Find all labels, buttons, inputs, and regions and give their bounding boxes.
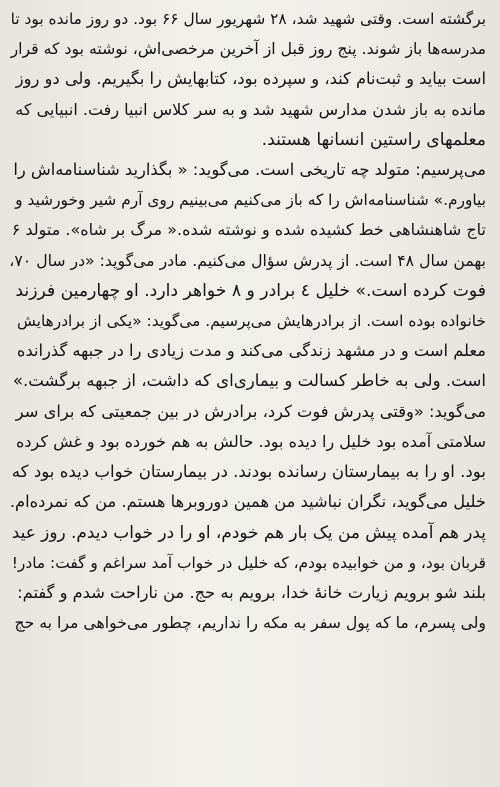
text-line: قربان بود، و من خوابیده بودم، که خلیل در خواب آمد سراغم و گفت: مادر! bbox=[11, 553, 486, 572]
paragraph-3 bbox=[10, 397, 486, 639]
text-line: مانده به باز شدن مدارس شهید شد و به سر کلاس انبیا رفت. انبیایی که bbox=[15, 99, 486, 119]
text-line: تاج شاهنشاهی خط کشیده شده و نوشته شده.« مرگ بر شاه». متولد ۶ bbox=[11, 220, 486, 240]
text-line: است بیاید و ثبت‌نام کند، و سپرده بود، کتابهایش را بگیریم. ولی دو روز bbox=[15, 69, 486, 89]
text-line: است. ولی به خاطر کسالت و بیماری‌ای که داشت، از جبهه برگشت.» bbox=[12, 371, 486, 391]
text-line: بهمن سال ۴۸ است. از پدرش سؤال می‌کنیم. مادر می‌گوید: «در سال ۷۰، bbox=[9, 250, 486, 270]
text-line: معلم است و در مشهد زندگی می‌کند و مدت زیادی را در جبهه گذرانده bbox=[16, 341, 486, 361]
text-line: بود. او را به بیمارستان رسانده بودند. در بیمارستان خواب دیده بود که bbox=[11, 462, 486, 482]
text-line: بیاورم.» شناسنامه‌اش را که باز می‌کنیم می‌بینیم روی آرم شیر وخورشید و bbox=[15, 191, 486, 210]
text-line: مدرسه‌ها باز شوند. پنج روز قبل از آخرین مرخصی‌اش، نوشته بود که قرار bbox=[10, 39, 486, 59]
text-line: فوت کرده است.» خلیل ٤ برادر و ۸ خواهر دارد. او چهارمین فرزند bbox=[15, 280, 486, 301]
text-line: خلیل می‌گوید، نگران نباشید من همین دوروبرها هستم. من که نمرده‌ام. bbox=[9, 492, 486, 512]
text-line: ولی پسرم، ما که پول سفر به مکه را نداریم، چطور می‌خواهی مرا به حج bbox=[14, 613, 486, 633]
text-line: خانواده بوده است. از برادرهایش می‌پرسیم. می‌گوید: «یکی از برادرهایش bbox=[17, 312, 486, 331]
text-line: برگشته است. وقتی شهید شد، ۲۸ شهریور سال ۶۶ بود. دو روز مانده بود تا bbox=[10, 10, 486, 28]
text-line: پدر هم آمده پیش من یک بار هم خودم، او را در خواب دیدم. روز عید bbox=[11, 522, 486, 543]
paragraph-2 bbox=[10, 155, 486, 397]
text-line: بلند شو برویم زیارت خانهٔ خدا، برویم به حج. من ناراحت شدم و گفتم: bbox=[17, 582, 486, 602]
text-line: معلمهای راستین انسانها هستند. bbox=[261, 129, 486, 150]
text-line: سلامتی آمده بود خلیل را دیده بود. حالش به هم خورده بود و غش کرده bbox=[16, 431, 486, 451]
text-line: می‌پرسیم: متولد چه تاریخی است. می‌گوید: « بگذارید شناسنامه‌اش را bbox=[13, 160, 486, 180]
paragraph-1 bbox=[10, 4, 486, 155]
text-line: می‌گوید: «وقتی پدرش فوت کرد، برادرش در بین جمعیتی که برای سر bbox=[15, 401, 486, 421]
